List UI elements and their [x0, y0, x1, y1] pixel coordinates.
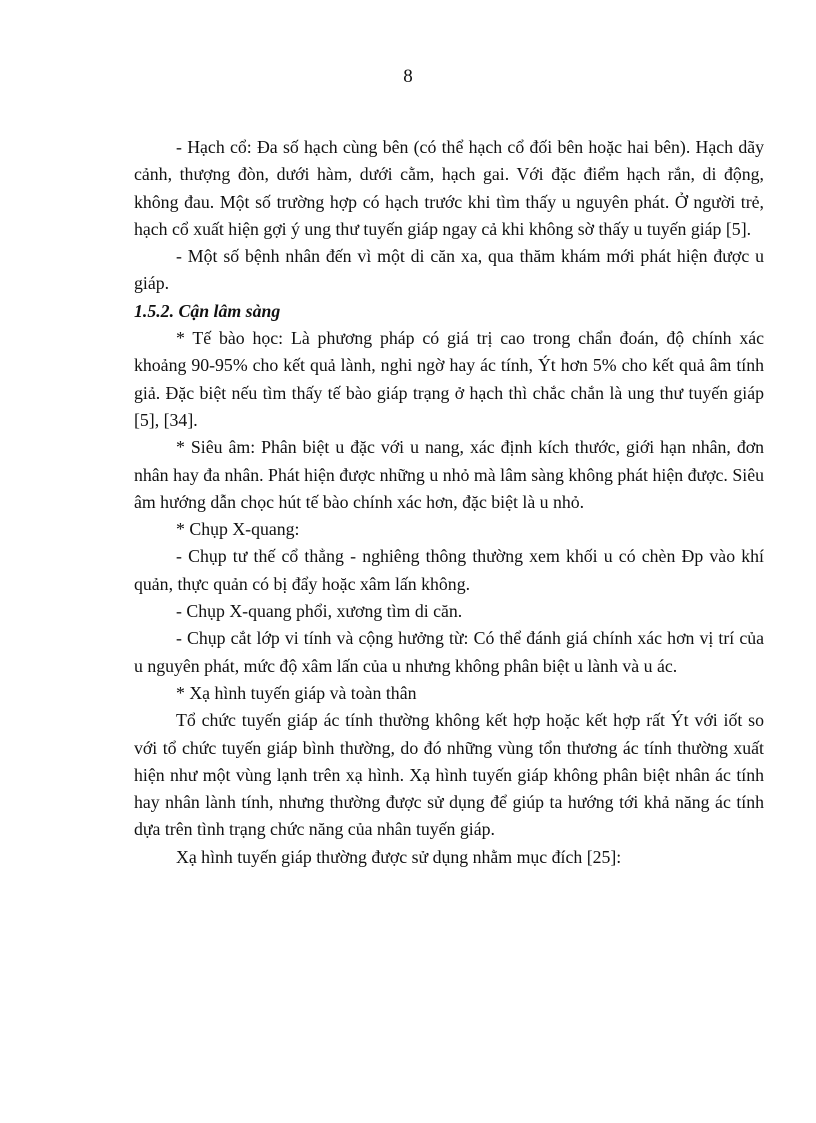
document-body: [134, 134, 764, 871]
paragraph-scintigraphy-heading: * Xạ hình tuyến giáp và toàn thân: [176, 682, 417, 703]
section-heading: 1.5.2. Cận lâm sàng: [134, 300, 281, 321]
paragraph-distant-metastasis: - Một số bệnh nhân đến vì một di căn xa, qua thăm khám mới phát hiện được u giáp.: [134, 246, 764, 294]
paragraph-xray-neck: - Chụp tư thế cổ thẳng - nghiêng thông thường xem khối u có chèn Ðp vào khí quản, thực quản có bị đẩy hoặc xâm lấn không.: [134, 546, 764, 594]
paragraph-neck-lymph-nodes: - Hạch cổ: Đa số hạch cùng bên (có thể hạch cổ đối bên hoặc hai bên). Hạch dãy cảnh, thượng đòn, dưới hàm, dưới cằm, hạch gai. Với đặc điểm hạch rắn, di động, không đau. Một số trường hợp có hạch trước khi tìm thấy u nguyên phát. Ở người trẻ, hạch cổ xuất hiện gợi ý ung thư tuyến giáp ngay cả khi không sờ thấy u tuyến giáp [5].: [134, 137, 764, 239]
paragraph-xray-heading: * Chụp X-quang:: [176, 519, 300, 540]
paragraph-cytology: * Tế bào học: Là phương pháp có giá trị cao trong chẩn đoán, độ chính xác khoảng 90-95% cho kết quả lành, nghi ngờ hay ác tính, Ýt hơn 5% cho kết quả âm tính giả. Đặc biệt nếu tìm thấy tế bào giáp trạng ở hạch thì chắc chắn là ung thư tuyến giáp [5], [34].: [134, 328, 764, 430]
paragraph-xray-lung: - Chụp X-quang phổi, xương tìm di căn.: [176, 601, 463, 622]
paragraph-ct-mri: - Chụp cắt lớp vi tính và cộng hưởng từ: Có thể đánh giá chính xác hơn vị trí của u nguyên phát, mức độ xâm lấn của u nhưng không phân biệt u lành và u ác.: [134, 628, 764, 676]
page-number: 8: [403, 66, 413, 87]
paragraph-ultrasound: * Siêu âm: Phân biệt u đặc với u nang, xác định kích thước, giới hạn nhân, đơn nhân hay đa nhân. Phát hiện được những u nhỏ mà lâm sàng không phát hiện được. Siêu âm hướng dẫn chọc hút tế bào chính xác hơn, đặc biệt là u nhỏ.: [134, 437, 764, 512]
paragraph-scintigraphy-purpose: Xạ hình tuyến giáp thường được sử dụng nhằm mục đích [25]:: [176, 846, 622, 867]
paragraph-scintigraphy-body: Tổ chức tuyến giáp ác tính thường không kết hợp hoặc kết hợp rất Ýt với iốt so với tổ chức tuyến giáp bình thường, do đó những vùng tổn thương ác tính thường xuất hiện như một vùng lạnh trên xạ hình. Xạ hình tuyến giáp không phân biệt nhân ác tính hay nhân lành tính, nhưng thường được sử dụng để giúp ta hướng tới khả năng ác tính dựa trên tình trạng chức năng của nhân tuyến giáp.: [134, 710, 764, 840]
